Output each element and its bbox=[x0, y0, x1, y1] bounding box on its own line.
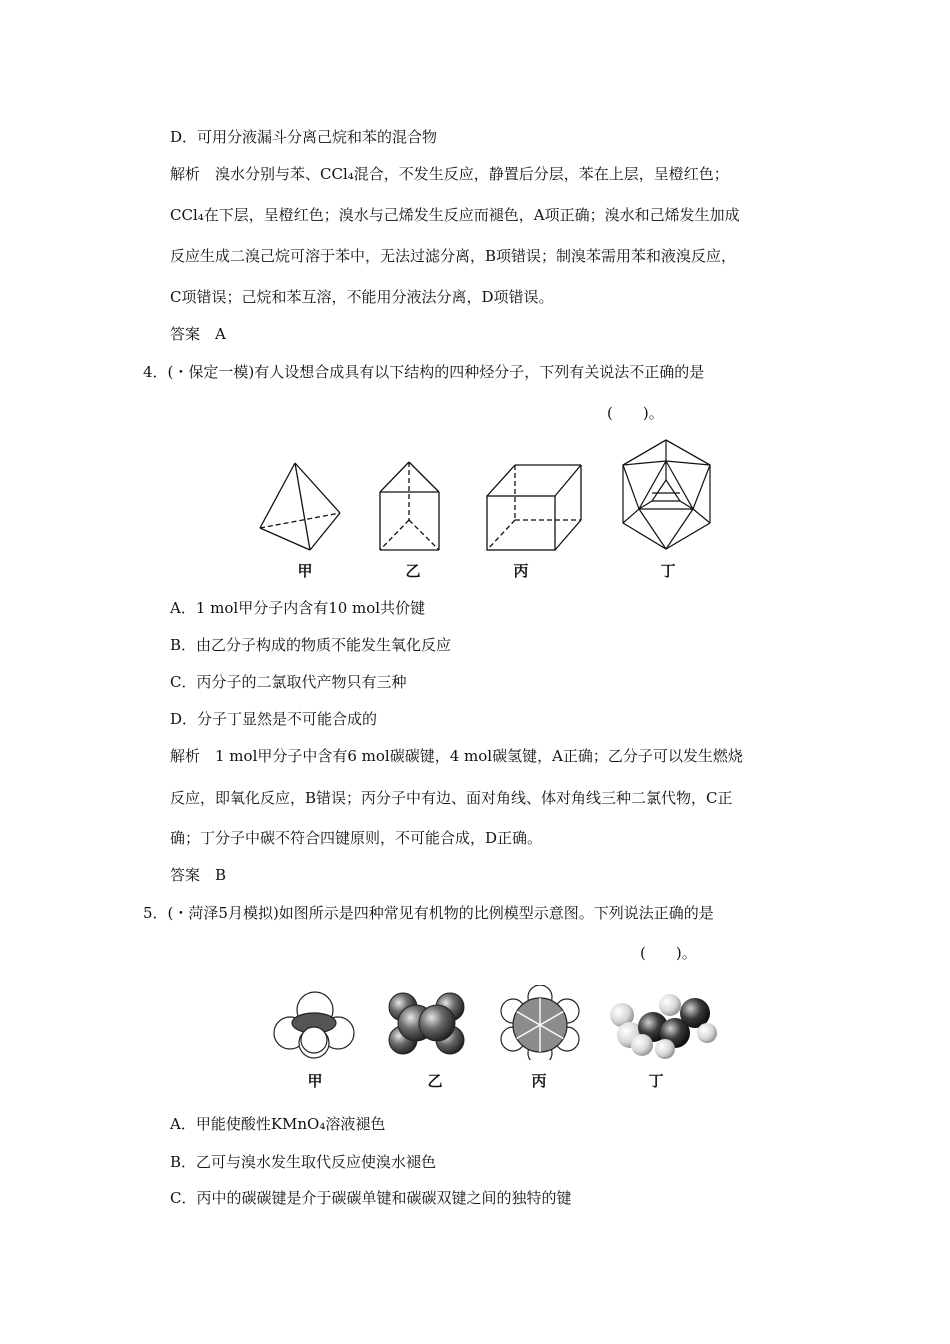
q4-answer: 答案 B bbox=[170, 866, 227, 884]
cube-structure bbox=[487, 465, 581, 550]
q5-label-bing: 丙 bbox=[531, 1072, 547, 1090]
q5-option-c: C．丙中的碳碳键是介于碳碳单键和碳碳双键之间的独特的键 bbox=[170, 1189, 572, 1207]
q4-structures-figure bbox=[250, 440, 610, 555]
q5-option-a: A．甲能使酸性KMnO₄溶液褪色 bbox=[170, 1115, 386, 1133]
tetrahedron-structure bbox=[260, 463, 340, 550]
q4-label-bing: 丙 bbox=[513, 562, 529, 580]
q3-analysis-line-4: C项错误；己烷和苯互溶，不能用分液法分离，D项错误。 bbox=[170, 288, 554, 306]
q4-analysis-line-2: 反应，即氧化反应，B错误；丙分子中有边、面对角线、体对角线三种二氯代物，C正 bbox=[170, 789, 733, 807]
q5-models-figure bbox=[270, 985, 740, 1060]
q4-option-c: C．丙分子的二氯取代产物只有三种 bbox=[170, 673, 407, 691]
q4-label-jia: 甲 bbox=[297, 562, 313, 580]
q4-label-ding: 丁 bbox=[660, 562, 676, 580]
q4-label-yi: 乙 bbox=[405, 562, 421, 580]
q5-label-yi: 乙 bbox=[427, 1072, 443, 1090]
q4-option-a: A．1 mol甲分子内含有10 mol共价键 bbox=[170, 599, 426, 617]
q5-answer-blank: ( )。 bbox=[640, 944, 697, 962]
q4-stem: 4．(・保定一模)有人设想合成具有以下结构的四种烃分子，下列有关说法不正确的是 bbox=[143, 363, 705, 381]
q5-label-jia: 甲 bbox=[307, 1072, 323, 1090]
q3-analysis-line-2: CCl₄在下层，呈橙红色；溴水与己烯发生反应而褪色，A项正确；溴水和己烯发生加成 bbox=[170, 206, 740, 224]
q5-label-ding: 丁 bbox=[648, 1072, 664, 1090]
q3-answer: 答案 A bbox=[170, 325, 226, 343]
q5-stem: 5．(・菏泽5月模拟)如图所示是四种常见有机物的比例模型示意图。下列说法正确的是 bbox=[143, 904, 714, 922]
ethylene-model bbox=[389, 993, 464, 1054]
q4-answer-blank: ( )。 bbox=[607, 404, 664, 422]
methane-model bbox=[274, 992, 354, 1058]
triangular-prism-structure bbox=[380, 462, 439, 550]
q4-option-b: B．由乙分子构成的物质不能发生氧化反应 bbox=[170, 636, 452, 654]
q3-analysis-line-1: 解析 溴水分别与苯、CCl₄混合，不发生反应，静置后分层，苯在上层，呈橙红色； bbox=[170, 165, 729, 183]
benzene-model bbox=[501, 985, 579, 1060]
q4-analysis-line-3: 确；丁分子中碳不符合四键原则，不可能合成，D正确。 bbox=[170, 829, 543, 847]
q4-analysis-line-1: 解析 1 mol甲分子中含有6 mol碳碳键，4 mol碳氢键，A正确；乙分子可以发生燃烧 bbox=[170, 747, 743, 765]
ethanol-model bbox=[610, 994, 717, 1059]
q4-option-d: D．分子丁显然是不可能合成的 bbox=[170, 710, 378, 728]
q5-option-b: B．乙可与溴水发生取代反应使溴水褪色 bbox=[170, 1153, 437, 1171]
q3-analysis-line-3: 反应生成二溴己烷可溶于苯中，无法过滤分离，B项错误；制溴苯需用苯和液溴反应， bbox=[170, 247, 737, 265]
q3-option-d: D．可用分液漏斗分离己烷和苯的混合物 bbox=[170, 128, 438, 146]
icosahedron-structure bbox=[618, 438, 718, 553]
